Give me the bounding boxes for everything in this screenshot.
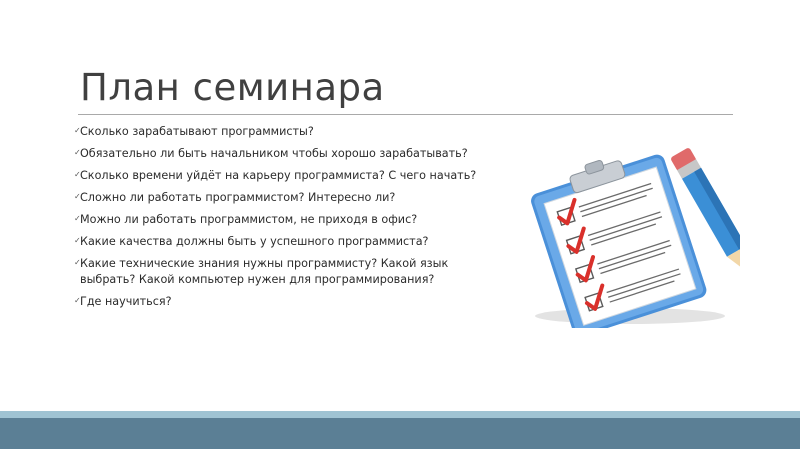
bullet-check-icon: ✓ — [74, 192, 81, 201]
footer-accent-band — [0, 411, 800, 418]
title-divider — [78, 114, 733, 115]
bullet-check-icon: ✓ — [74, 236, 81, 245]
agenda-list — [74, 124, 484, 316]
bullet-check-icon: ✓ — [74, 295, 81, 305]
slide-title: План семинара — [80, 66, 385, 109]
bullet-check-icon: ✓ — [74, 214, 81, 223]
agenda-item — [74, 212, 484, 228]
agenda-item-text: Обязательно ли быть начальником чтобы хорошо зарабатывать? — [80, 147, 468, 160]
agenda-item-text: Какие технические знания нужны программисту? Какой язык выбрать? Какой компьютер нужен для программирования? — [80, 257, 449, 286]
agenda-item-text: Сколько зарабатывают программисты? — [80, 125, 314, 138]
agenda-item — [74, 190, 484, 206]
bullet-check-icon: ✓ — [74, 148, 81, 157]
bullet-check-icon: ✓ — [74, 170, 81, 179]
agenda-item — [74, 294, 484, 310]
agenda-item — [74, 256, 484, 287]
bullet-check-icon: ✓ — [74, 258, 81, 267]
agenda-item — [74, 146, 484, 162]
agenda-item-text: Сколько времени уйдёт на карьеру программиста? С чего начать? — [80, 169, 477, 182]
agenda-item-text: Можно ли работать программистом, не приходя в офис? — [80, 213, 418, 226]
agenda-item-text: Где научиться? — [80, 294, 172, 308]
agenda-item-text: Сложно ли работать программистом? Интересно ли? — [80, 191, 396, 204]
agenda-item — [74, 234, 484, 250]
footer-bar — [0, 418, 800, 449]
clipboard-checklist-pencil-icon — [520, 148, 740, 328]
agenda-item-text: Какие качества должны быть у успешного программиста? — [80, 235, 429, 248]
bullet-check-icon: ✓ — [74, 126, 81, 135]
agenda-item — [74, 124, 484, 140]
agenda-item — [74, 168, 484, 184]
